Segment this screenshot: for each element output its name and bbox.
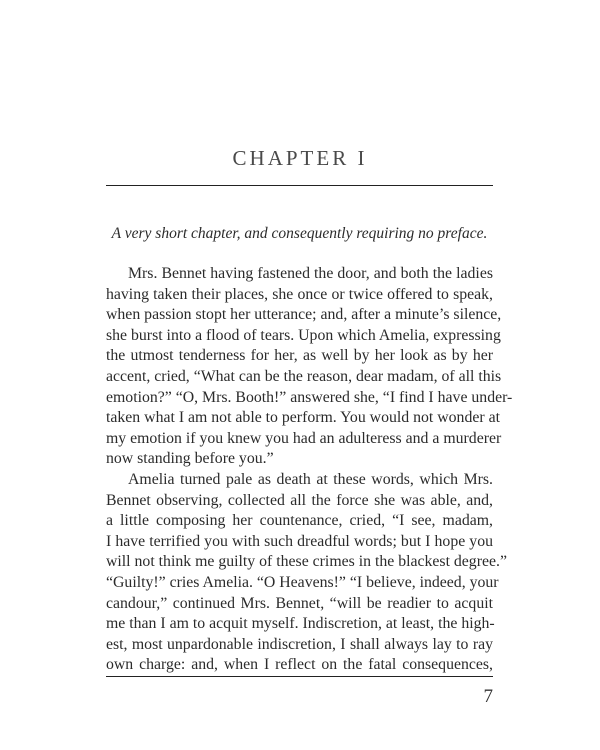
text-line: when passion stopt her utterance; and, after a minute’s silence,: [106, 306, 502, 324]
text-line: Amelia turned pale as death at these words, which Mrs.: [128, 470, 493, 488]
text-line: having taken their places, she once or twice offered to speak,: [106, 285, 493, 303]
bottom-rule-divider: [106, 676, 493, 677]
text-line: est, most unpardonable indiscretion, I shall always lay to ray: [106, 635, 493, 653]
text-line: the utmost tenderness for her, as well by her look as by her: [106, 347, 493, 365]
text-line: now standing before you.”: [106, 450, 274, 468]
text-line: she burst into a flood of tears. Upon which Amelia, expressing: [106, 326, 501, 344]
chapter-body-text: [106, 264, 513, 676]
page-number: 7: [483, 686, 493, 707]
text-line: Mrs. Bennet having fastened the door, and both the ladies: [128, 265, 493, 282]
text-line: my emotion if you knew you had an adulteress and a murderer: [106, 429, 502, 447]
text-line: Bennet observing, collected all the force she was able, and,: [106, 491, 493, 509]
text-line: I have terrified you with such dreadful words; but I hope you: [106, 532, 493, 550]
text-line: accent, cried, “What can be the reason, dear madam, of all this: [106, 367, 502, 385]
chapter-subtitle: A very short chapter, and consequently requiring no preface.: [111, 225, 488, 242]
chapter-title: CHAPTER I: [232, 146, 368, 170]
top-rule-divider: [106, 185, 493, 186]
text-line: “Guilty!” cries Amelia. “O Heavens!” “I believe, indeed, your: [106, 573, 499, 591]
text-line: will not think me guilty of these crimes in the blackest degree.”: [106, 553, 507, 571]
text-line: candour,” continued Mrs. Bennet, “will be readier to acquit: [106, 594, 493, 612]
text-line: me than I am to acquit myself. Indiscretion, at least, the high-: [106, 615, 495, 633]
text-line: own charge: and, when I reflect on the fatal consequences,: [106, 656, 493, 674]
text-line: a little composing her countenance, cried, “I see, madam,: [106, 512, 493, 530]
text-line: taken what I am not able to perform. You would not wonder at: [106, 409, 500, 427]
text-line: emotion?” “O, Mrs. Booth!” answered she, “I find I have under-: [106, 388, 513, 406]
